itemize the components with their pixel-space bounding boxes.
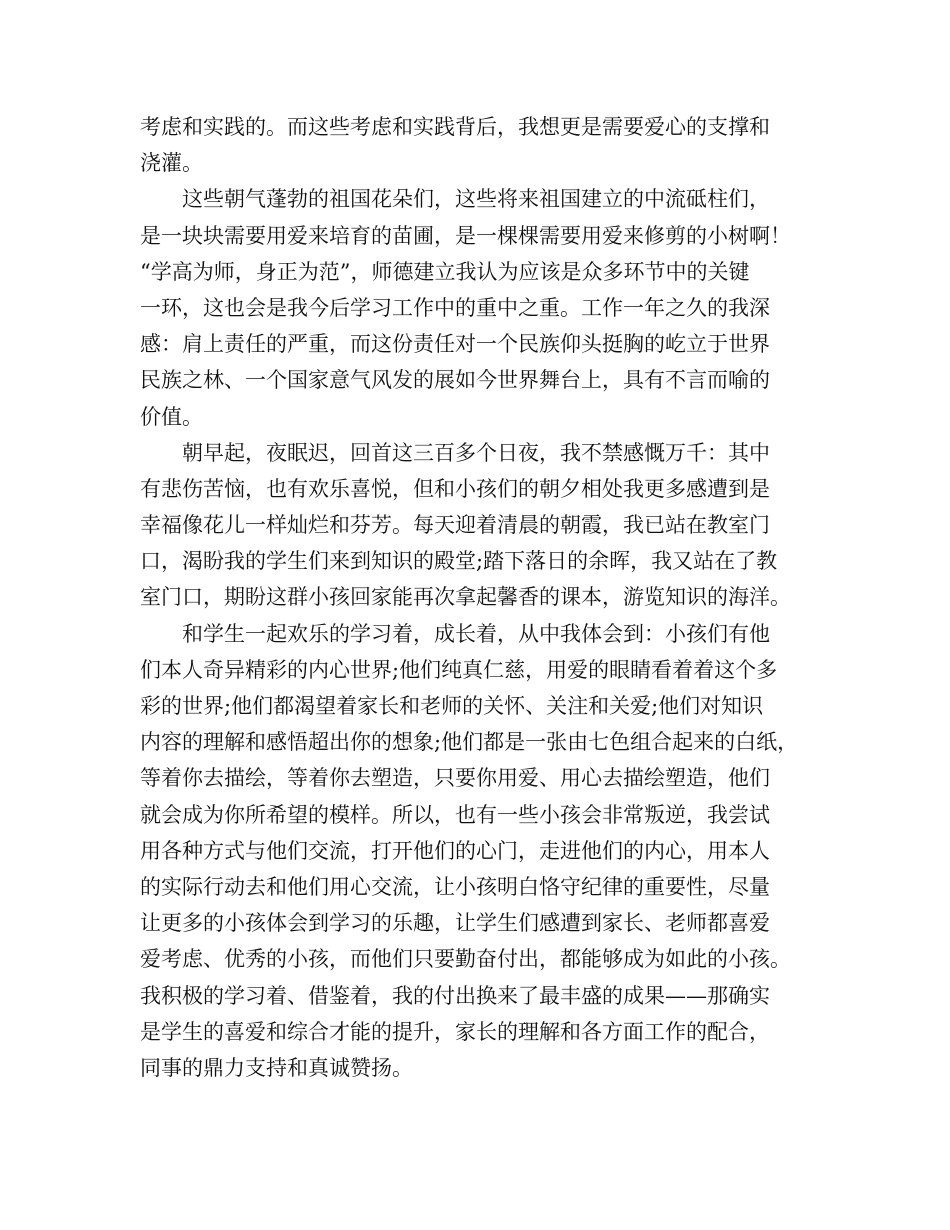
text-line: 我积极的学习着、借鉴着，我的付出换来了最丰盛的成果——那确实	[140, 983, 770, 1008]
text-line: 价值。	[140, 404, 203, 429]
text-line: 浇灌。	[140, 151, 203, 176]
text-line: 和学生一起欢乐的学习着，成长着，从中我体会到：小孩们有他	[182, 621, 770, 646]
paragraph-2	[140, 181, 820, 434]
text-line: 民族之林、一个国家意气风发的展如今世界舞台上，具有不言而喻的	[140, 368, 770, 393]
document-body	[140, 109, 820, 1086]
text-line: 们本人奇异精彩的内心世界;他们纯真仁慈，用爱的眼睛看着着这个多	[140, 657, 778, 682]
text-line: 爱考虑、优秀的小孩，而他们只要勤奋付出，都能够成为如此的小孩。	[140, 947, 791, 972]
text-line: 这些朝气蓬勃的祖国花朵们，这些将来祖国建立的中流砥柱们，	[182, 187, 770, 212]
text-line: 的实际行动去和他们用心交流，让小孩明白恪守纪律的重要性，尽量	[140, 874, 770, 899]
text-line: 一环，这也会是我今后学习工作中的重中之重。工作一年之久的我深	[140, 295, 770, 320]
text-line: 用各种方式与他们交流，打开他们的心门，走进他们的内心，用本人	[140, 838, 770, 863]
text-line: 同事的鼎力支持和真诚赞扬。	[140, 1055, 413, 1080]
text-line: 有悲伤苦恼，也有欢乐喜悦，但和小孩们的朝夕相处我更多感遭到是	[140, 476, 770, 501]
text-line: 内容的理解和感悟超出你的想象;他们都是一张由七色组合起来的白纸，	[140, 730, 799, 755]
text-line: 感：肩上责任的严重，而这份责任对一个民族仰头挺胸的屹立于世界	[140, 332, 770, 357]
text-line: 朝早起，夜眠迟，回首这三百多个日夜，我不禁感慨万千：其中	[182, 440, 770, 465]
text-line: “学高为师，身正为范”，师德建立我认为应该是众多环节中的关键	[140, 259, 750, 284]
text-line: 幸福像花儿一样灿烂和芬芳。每天迎着清晨的朝霞，我已站在教室门	[140, 513, 770, 538]
text-line: 是一块块需要用爱来培育的苗圃，是一棵棵需要用爱来修剪的小树啊！	[140, 223, 791, 248]
paragraph-1	[140, 109, 820, 181]
text-line: 等着你去描绘，等着你去塑造，只要你用爱、用心去描绘塑造，他们	[140, 766, 770, 791]
text-line: 彩的世界;他们都渴望着家长和老师的关怀、关注和关爱;他们对知识	[140, 694, 764, 718]
paragraph-4	[140, 616, 820, 1086]
paragraph-3	[140, 435, 820, 616]
text-line: 考虑和实践的。而这些考虑和实践背后，我想更是需要爱心的支撑和	[140, 115, 770, 139]
text-line: 口，渴盼我的学生们来到知识的殿堂;踏下落日的余晖，我又站在了教	[140, 549, 778, 574]
text-line: 就会成为你所希望的模样。所以，也有一些小孩会非常叛逆，我尝试	[140, 802, 770, 827]
text-line: 让更多的小孩体会到学习的乐趣，让学生们感遭到家长、老师都喜爱	[140, 911, 770, 936]
text-line: 室门口，期盼这群小孩回家能再次拿起馨香的课本，游览知识的海洋。	[140, 585, 791, 610]
text-line: 是学生的喜爱和综合才能的提升，家长的理解和各方面工作的配合，	[140, 1019, 770, 1044]
